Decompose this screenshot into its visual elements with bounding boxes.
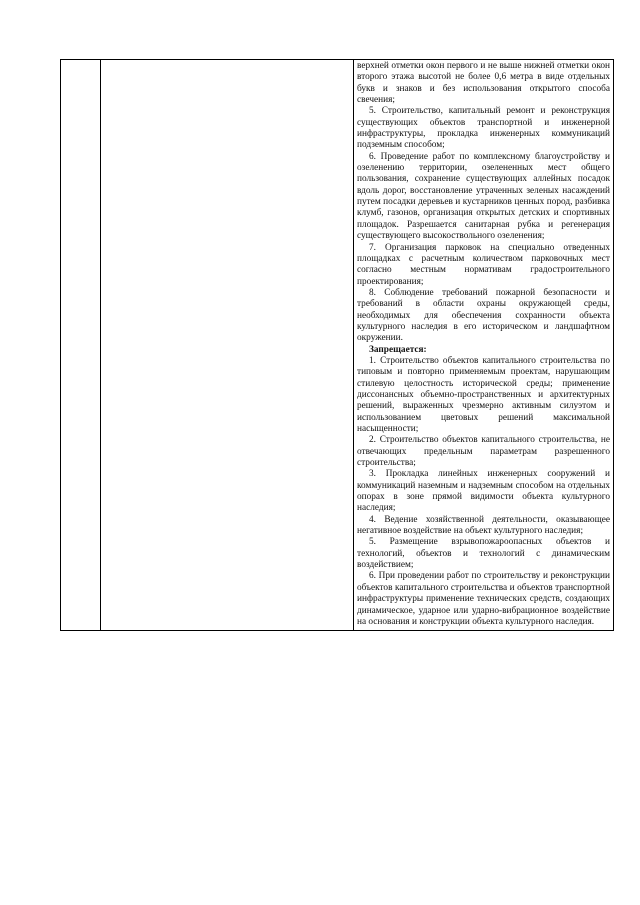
prohibited-heading: Запрещается:	[369, 344, 427, 355]
allowed-item-7: 7. Организация парковок на специально отведенных площадках с расчетным количеством парковочных мест согласно местным нормативам градостроительного проектирования;	[357, 242, 610, 287]
allowed-item-8: 8. Соблюдение требований пожарной безопасности и требований в области охраны окружающей среды, необходимых для обеспечения сохранности объекта культурного наследия в его историческом и ландшафтном окружении.	[357, 287, 610, 344]
zone-name-cell	[101, 60, 354, 631]
prohibited-item-1: 1. Строительство объектов капитального строительства по типовым и повторно применяемым проектам, нарушающим стилевую целостность исторической среды; применение диссонансных объемно-пространственных и архитектурных решений, выраженных чрезмерно активным силуэтом и использованием цветовых решений максимальной насыщенности;	[357, 355, 610, 434]
number-cell	[61, 60, 101, 631]
continuation-paragraph: верхней отметки окон первого и не выше нижней отметки окон второго этажа высотой не более 0,6 метра в виде отдельных букв и знаков и без использования открытого способа свечения;	[357, 61, 610, 106]
table-row	[61, 60, 614, 631]
prohibited-item-4: 4. Ведение хозяйственной деятельности, оказывающее негативное воздействие на объект культурного наследия;	[357, 514, 610, 537]
allowed-item-5: 5. Строительство, капитальный ремонт и реконструкция существующих объектов транспортной и инженерной инфраструктуры, прокладка инженерных коммуникаций подземным способом;	[357, 106, 610, 151]
requirements-cell	[354, 60, 614, 631]
prohibited-item-6: 6. При проведении работ по строительству и реконструкции объектов капитального строительства и объектов транспортной инфраструктуры применение технических средств, создающих динамическое, ударное или ударно-вибрационное воздействие на основания и конструкции объекта культурного наследия.	[357, 571, 610, 627]
prohibited-item-3: 3. Прокладка линейных инженерных сооружений и коммуникаций наземным и надземным способом на отдельных опорах в зоне прямой видимости объекта культурного наследия;	[357, 469, 610, 514]
requirements-text	[357, 61, 610, 628]
prohibited-item-5: 5. Размещение взрывопожароопасных объектов и технологий, объектов и технологий с динамическим воздействием;	[357, 537, 610, 571]
regulations-table	[60, 59, 614, 631]
allowed-item-6: 6. Проведение работ по комплексному благоустройству и озеленению территории, озелененных мест общего пользования, сохранение существующих аллейных посадок вдоль дорог, восстановление утраченных зеленых насаждений путем посадки деревьев и кустарников ценных пород, разбивка клумб, газонов, организация открытых детских и спортивных площадок. Разрешается санитарная рубка и регенерация существующего высокоствольного озеленения;	[357, 151, 610, 242]
prohibited-item-2: 2. Строительство объектов капитального строительства, не отвечающих предельным параметрам разрешенного строительства;	[357, 435, 610, 469]
